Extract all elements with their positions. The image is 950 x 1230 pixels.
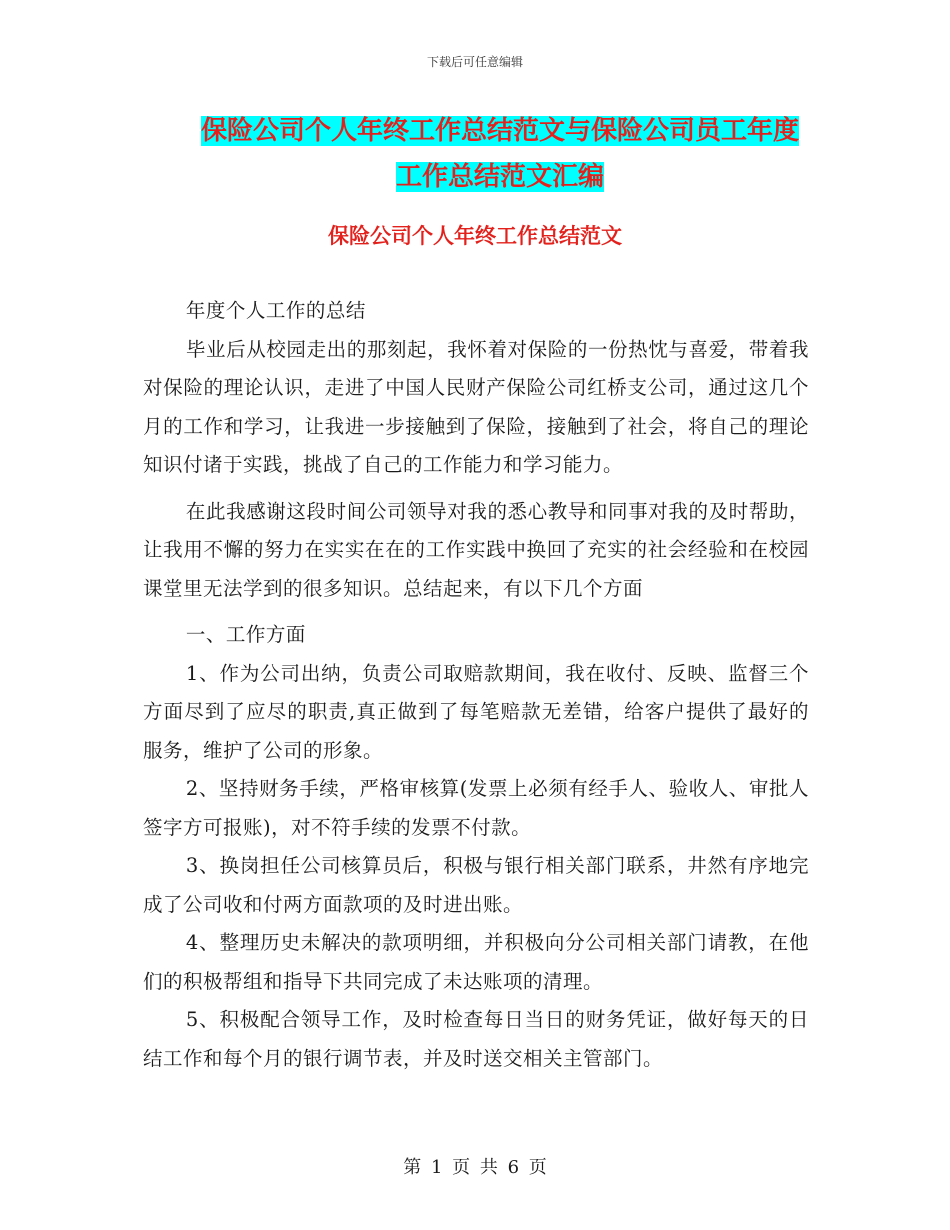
list-item: 3、换岗担任公司核算员后，积极与银行相关部门联系，井然有序地完成了公司收和付两方面款项的及时进出账。 xyxy=(143,854,809,916)
list-item: 4、整理历史未解决的款项明细，并积极向分公司相关部门请教，在他们的积极帮组和指导下共同完成了未达账项的清理。 xyxy=(143,931,809,993)
list-item: 2、坚持财务手续，严格审核算(发票上必须有经手人、验收人、审批人签字方可报账)，对不符手续的发票不付款。 xyxy=(143,777,809,839)
list-item: 1、作为公司出纳，负责公司取赔款期间，我在收付、反映、监督三个方面尽到了应尽的职责,真正做到了每笔赔款无差错，给客户提供了最好的服务，维护了公司的形象。 xyxy=(143,661,809,762)
document-title-line-1: 保险公司个人年终工作总结范文与保险公司员工年度 xyxy=(200,116,799,146)
paragraph: 在此我感谢这段时间公司领导对我的悉心教导和同事对我的及时帮助，让我用不懈的努力在实实在在的工作实践中换回了充实的社会经验和在校园课堂里无法学到的很多知识。总结起来，有以下几个方面 xyxy=(143,499,809,600)
paragraph-heading: 一、工作方面 xyxy=(185,623,306,646)
paragraph-subtitle: 年度个人工作的总结 xyxy=(185,299,366,322)
header-note: 下载后可任意编辑 xyxy=(426,55,523,69)
document-title xyxy=(150,108,850,200)
document-body xyxy=(143,292,809,1078)
list-item: 5、积极配合领导工作，及时检查每日当日的财务凭证，做好每天的日结工作和每个月的银行调节表，并及时送交相关主管部门。 xyxy=(143,1008,809,1070)
paragraph: 毕业后从校园走出的那刻起，我怀着对保险的一份热忱与喜爱，带着我对保险的理论认识，走进了中国人民财产保险公司红桥支公司，通过这几个月的工作和学习，让我进一步接触到了保险，接触到了社会，将自己的理论知识付诸于实践，挑战了自己的工作能力和学习能力。 xyxy=(143,337,809,476)
document-title-line-2: 工作总结范文汇编 xyxy=(395,162,604,192)
section-title: 保险公司个人年终工作总结范文 xyxy=(328,224,622,248)
page-indicator: 第 1 页 共 6 页 xyxy=(403,1157,547,1178)
